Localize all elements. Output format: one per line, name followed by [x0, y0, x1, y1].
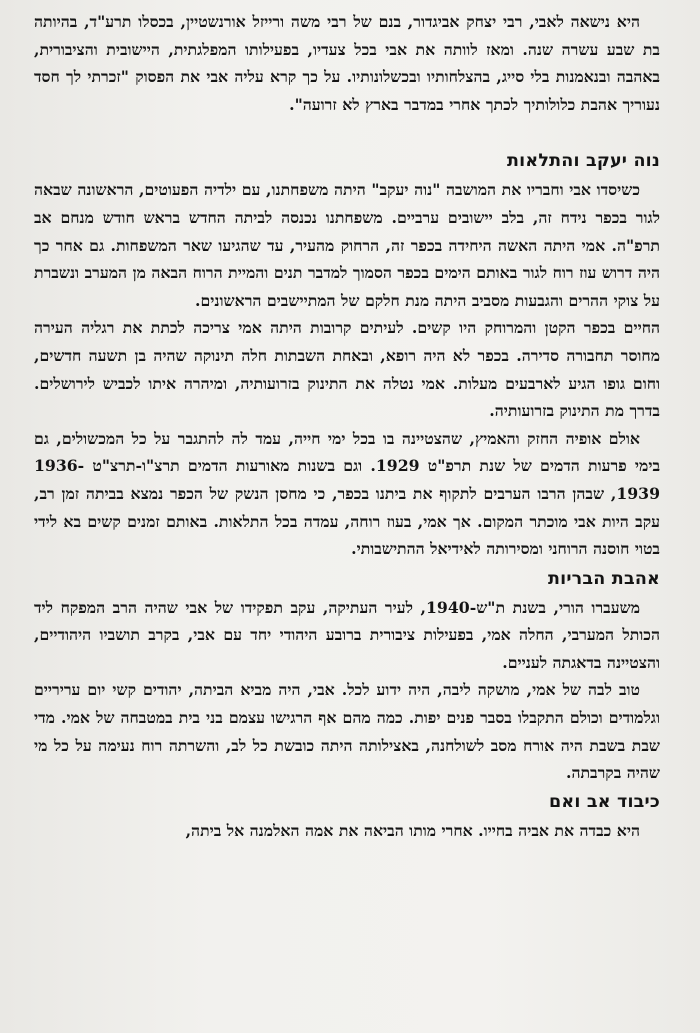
paragraph-marriage: היא נישאה לאבי, רבי יצחק אביגדור, בנם של רבי משה ורייזל אורנשטיין, בכסלו תרע"ד, בהיותה בת שבע עשרה שנה. ומאז לוותה את אבי בכל צעדיו, בפעילותו המפלגתית, היישובית והציבורית, באהבה ובנאמנות בלי סייג, בהצלחותיו ובכשלונותיו. על כך קרא עליה אבי את הפסוק "זכרתי לך חסד נעוריך אהבת כלולותיך לכתך אחרי במדבר בארץ לא זרועה".	[34, 12, 660, 114]
paragraph-kindness: טוב לבה של אמי, מושקה ליבה, היה ידוע לכל. אבי, היה מביא הביתה, יהודים קשי יום עריריים וגלמודים וכולם התקבלו בסבר פנים יפות. כמה מהם אף הרגישו עצמם בני בית במטבחה של אמי. מדי שבת בשבת היה אורח מסב לשולחנה, באצילותה היתה כובשת כל לב, והשרתה רוח נעימה על כל מי שהיה בקרבתה.	[34, 680, 660, 783]
section-heading-honoring-parents: כיבוד אב ואם	[549, 791, 660, 812]
paragraph-courage: אולם אופיה החזק והאמיץ, שהצטיינה בו בכל ימי חייה, עמד לה להתגבר על כל המכשולים, גם בימי פרעות הדמים של שנת תרפ"ט 1929. וגם בשנות מאורעות הדמים תרצ"ו-תרצ"ט 1936-1939, שבהן הרבו הערבים לתקוף את ביתנו בכפר, כי מחסן הנשק של הכפר נמצא בביתה זמן רב, עקב היות אבי מוכתר המקום. אך אמי, בעוז רוחה, עמדה בכל התלאות. באותם זמנים קשים בא לידי בטוי חוסנה הרוחני ומסירותה לאידיאל ההתישבותי.	[34, 428, 661, 559]
section-heading-neve-yaakov: נוה יעקב והתלאות	[507, 151, 660, 172]
paragraph-old-city: משעברו הורי, בשנת ת"ש-1940, לעיר העתיקה, עקב תפקידו של אבי שהיה הרב המפקח ליד הכותל המערבי, החלה אמי, בפעילות ציבורית ברובע היהודי יחד עם אבי, בקרב תושביו היהודיים, והצטיינה בדאגתה לעניים.	[34, 597, 660, 672]
section-heading-love-of-people: אהבת הבריות	[547, 568, 660, 589]
paragraph-founding: כשיסדו אבי וחבריו את המושבה "נוה יעקב" היתה משפחתנו, עם ילדיה הפעוטים, הראשונה שבאה לגור בכפר נידח זה, בלב יישובים ערביים. משפחתנו נכנסה לביתה החדש בראש חודש מנחם אב תרפ"ה. אמי היתה האשה היחידה בכפר זה, הרחוק מהעיר, עד שהגיעו שאר המשפחות. גם אחר כך היה דרוש עוז רוח לגור באותם הימים בכפר הסמוך למדבר תנים והמיית הרוח הבאה מן המערב ונשברת על צוקי ההרים והגבעות מסביב היתה מנת חלקם של המתיישבים הראשונים.	[34, 180, 660, 310]
paragraph-honoring-father: היא כבדה את אביה בחייו. אחרי מותו הביאה את אמה האלמנה אל ביתה,	[185, 820, 640, 840]
paragraph-hardship: החיים בכפר הקטן והמרוחק היו קשים. לעיתים קרובות היתה אמי צריכה לכתת את רגליה העירה מחוסר תחבורה סדירה. בכפר לא היה רופא, ובאחת השבתות חלה תינוקה שהיה בן תשעה חדשים, וחום גופו הגיע לארבעים מעלות. אמי נטלה את התינוק בזרועותיה, ומיהרה איתו לכביש לירושלים. בדרך מת התינוק בזרועותיה.	[34, 318, 660, 421]
